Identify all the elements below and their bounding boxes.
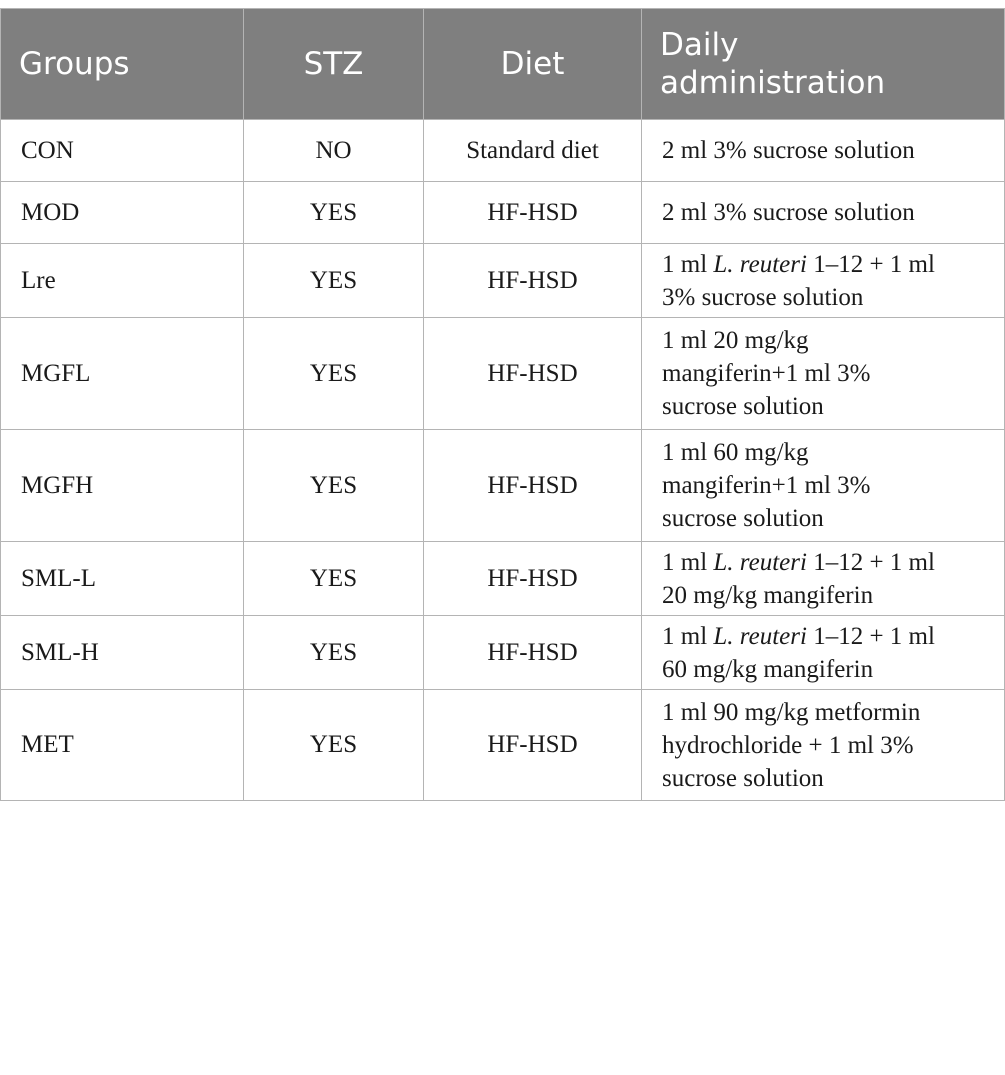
cell-group: MOD bbox=[1, 182, 244, 244]
header-diet: Diet bbox=[424, 9, 642, 120]
cell-daily-administration bbox=[642, 542, 1005, 616]
cell-group: MGFL bbox=[1, 318, 244, 430]
administration-text: sucrose solution bbox=[662, 505, 824, 532]
header-daily-administration bbox=[642, 9, 1005, 120]
administration-text: 1 ml 90 mg/kg metformin bbox=[662, 698, 921, 726]
table-row bbox=[1, 690, 1005, 801]
administration-text: 2 ml 3% sucrose solution bbox=[662, 137, 915, 164]
header-daily-line2: administration bbox=[660, 65, 886, 101]
cell-diet: HF-HSD bbox=[424, 542, 642, 616]
species-name: L. reuteri bbox=[713, 548, 807, 576]
cell-diet: HF-HSD bbox=[424, 616, 642, 690]
table-row bbox=[1, 542, 1005, 616]
cell-stz: NO bbox=[244, 120, 424, 182]
cell-daily-administration bbox=[642, 120, 1005, 182]
species-name: L. reuteri bbox=[713, 250, 807, 278]
administration-text: 1 ml bbox=[662, 250, 714, 278]
table-row bbox=[1, 182, 1005, 244]
administration-text: 1 ml bbox=[662, 622, 714, 650]
administration-text: 2 ml 3% sucrose solution bbox=[662, 199, 915, 226]
cell-diet: Standard diet bbox=[424, 120, 642, 182]
cell-stz: YES bbox=[244, 318, 424, 430]
cell-daily-administration bbox=[642, 430, 1005, 542]
header-row bbox=[1, 9, 1005, 120]
cell-group: MGFH bbox=[1, 430, 244, 542]
cell-group: SML-H bbox=[1, 616, 244, 690]
species-name: L. reuteri bbox=[713, 622, 807, 650]
cell-stz: YES bbox=[244, 430, 424, 542]
administration-text: 1 ml bbox=[662, 548, 714, 576]
table-row bbox=[1, 430, 1005, 542]
cell-diet: HF-HSD bbox=[424, 430, 642, 542]
cell-diet: HF-HSD bbox=[424, 690, 642, 801]
cell-stz: YES bbox=[244, 616, 424, 690]
administration-text: mangiferin+1 ml 3% bbox=[662, 472, 871, 499]
cell-daily-administration bbox=[642, 690, 1005, 801]
table-row bbox=[1, 120, 1005, 182]
administration-text: 1 ml 20 mg/kg bbox=[662, 327, 809, 354]
cell-group: CON bbox=[1, 120, 244, 182]
administration-text: 1–12 + 1 ml bbox=[806, 548, 935, 576]
table-row bbox=[1, 616, 1005, 690]
administration-text: 1 ml 60 mg/kg bbox=[662, 439, 809, 466]
administration-text: mangiferin+1 ml 3% bbox=[662, 360, 871, 387]
cell-stz: YES bbox=[244, 182, 424, 244]
cell-diet: HF-HSD bbox=[424, 182, 642, 244]
cell-group: Lre bbox=[1, 244, 244, 318]
administration-text: hydrochloride + 1 ml 3% bbox=[662, 731, 914, 759]
groups-table bbox=[0, 8, 1005, 801]
administration-text: sucrose solution bbox=[662, 393, 824, 420]
cell-daily-administration bbox=[642, 182, 1005, 244]
administration-text: 1–12 + 1 ml bbox=[806, 250, 935, 278]
administration-text: 1–12 + 1 ml bbox=[806, 622, 935, 650]
cell-stz: YES bbox=[244, 244, 424, 318]
cell-stz: YES bbox=[244, 542, 424, 616]
cell-diet: HF-HSD bbox=[424, 318, 642, 430]
table-row bbox=[1, 244, 1005, 318]
administration-text: 3% sucrose solution bbox=[662, 283, 864, 311]
cell-diet: HF-HSD bbox=[424, 244, 642, 318]
cell-daily-administration bbox=[642, 318, 1005, 430]
administration-text: sucrose solution bbox=[662, 764, 824, 792]
cell-group: MET bbox=[1, 690, 244, 801]
header-stz: STZ bbox=[244, 9, 424, 120]
administration-text: 60 mg/kg mangiferin bbox=[662, 655, 874, 683]
administration-text: 20 mg/kg mangiferin bbox=[662, 581, 874, 609]
header-groups: Groups bbox=[1, 9, 244, 120]
table-body bbox=[1, 120, 1005, 801]
cell-daily-administration bbox=[642, 244, 1005, 318]
header-daily-line1: Daily bbox=[660, 27, 739, 63]
cell-group: SML-L bbox=[1, 542, 244, 616]
table-row bbox=[1, 318, 1005, 430]
cell-daily-administration bbox=[642, 616, 1005, 690]
cell-stz: YES bbox=[244, 690, 424, 801]
